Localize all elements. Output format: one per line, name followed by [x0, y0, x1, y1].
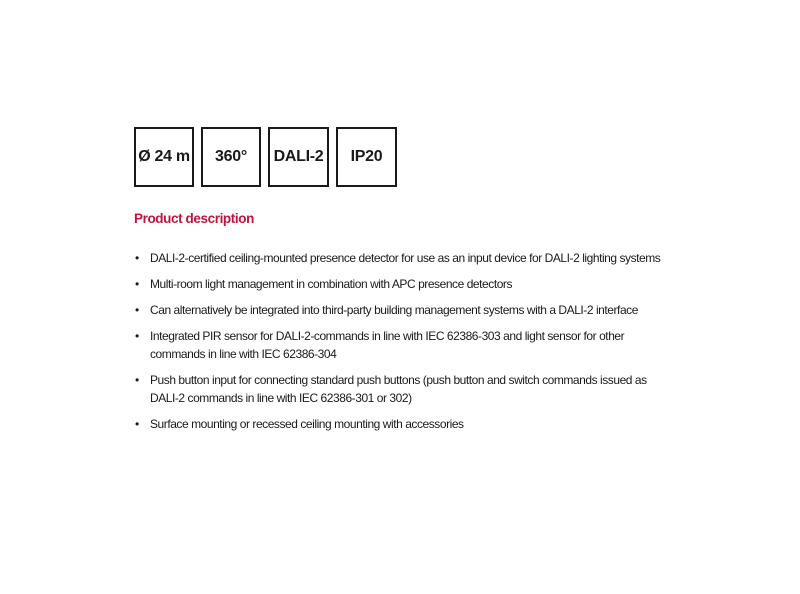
list-item-text: Push button input for connecting standard push buttons (push button and switch commands issued as DALI-2 commands in line with IEC 62386-301 or 302)	[150, 373, 647, 405]
list-item	[134, 327, 674, 363]
detection-angle-badge: 360°	[201, 127, 261, 187]
bullet-icon: •	[135, 329, 139, 343]
list-item-text: Integrated PIR sensor for DALI-2-commands in line with IEC 62386-303 and light sensor for other commands in line with IEC 62386-304	[150, 329, 625, 361]
bullet-icon: •	[135, 417, 139, 431]
bullet-icon: •	[135, 373, 139, 387]
detection-range-badge: Ø 24 m	[134, 127, 194, 187]
list-item-text: Multi-room light management in combination with APC presence detectors	[150, 277, 513, 291]
list-item	[134, 415, 674, 433]
bullet-icon: •	[135, 251, 139, 265]
protocol-badge: DALI-2	[268, 127, 329, 187]
list-item-text: DALI-2-certified ceiling-mounted presence detector for use as an input device for DALI-2 lighting systems	[150, 251, 661, 265]
list-item	[134, 301, 674, 319]
spec-badges	[134, 127, 397, 187]
bullet-icon: •	[135, 277, 139, 291]
list-item	[134, 249, 674, 267]
bullet-icon: •	[135, 303, 139, 317]
list-item	[134, 275, 674, 293]
list-item-text: Surface mounting or recessed ceiling mounting with accessories	[150, 417, 464, 431]
list-item	[134, 371, 674, 407]
list-item-text: Can alternatively be integrated into third-party building management systems with a DALI-2 interface	[150, 303, 638, 317]
ip-rating-badge: IP20	[336, 127, 397, 187]
product-description-heading: Product description	[134, 211, 254, 226]
feature-list	[134, 249, 674, 441]
